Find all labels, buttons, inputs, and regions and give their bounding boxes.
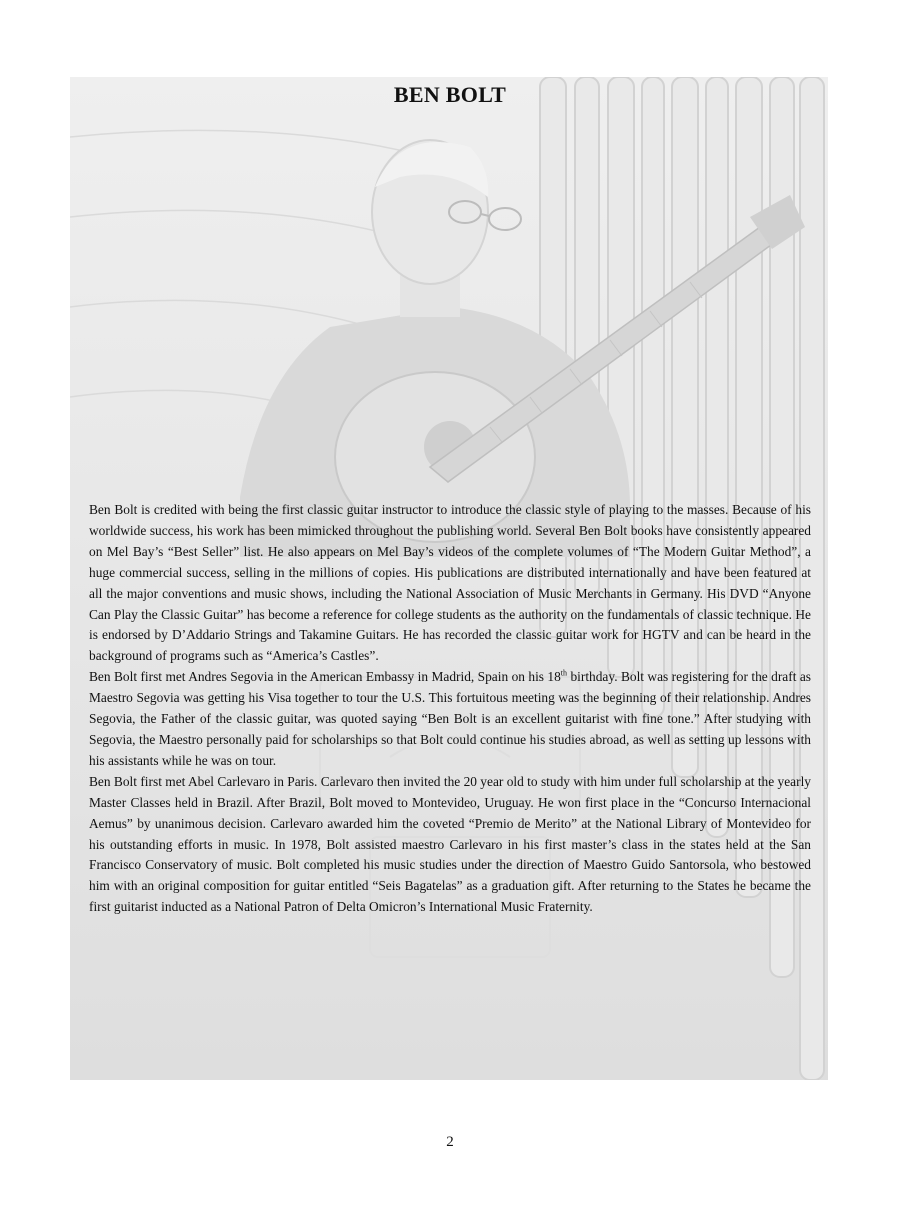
page-title: BEN BOLT <box>393 82 507 107</box>
paragraph-2 <box>89 667 811 772</box>
biography-text <box>89 500 811 918</box>
paragraph-2-start: Ben Bolt first met Andres Segovia in the American Embassy in Madrid, Spain on his 18 <box>89 669 561 685</box>
page-number: 2 <box>446 1134 454 1150</box>
paragraph-3: Ben Bolt first met Abel Carlevaro in Paris. Carlevaro then invited the 20 year old to study with him under full scholarship at the yearly Master Classes held in Brazil. After Brazil, Bolt moved to Montevideo, Uruguay. He won first place in the “Concurso Internacional Aemus” by unanimous decision. Carlevaro awarded him the coveted “Premio de Merito” at the National Library of Montevideo for his outstanding efforts in music. In 1978, Bolt assisted maestro Carlevaro in his first master’s class in the states held at the San Francisco Conservatory of music. Bolt completed his music studies under the direction of Maestro Guido Santorsola, who bestowed him with an original composition for guitar entitled “Seis Bagatelas” as a graduation gift. After returning to the States he became the first guitarist inducted as a National Patron of Delta Omicron’s International Music Fraternity. <box>89 773 811 915</box>
paragraph-1: Ben Bolt is credited with being the first classic guitar instructor to introduce the classic style of playing to the masses. Because of his worldwide success, his work has been mimicked throughout the publishing world. Several Ben Bolt books have consistently appeared on Mel Bay’s “Best Seller” list. He also appears on Mel Bay’s videos of the complete volumes of “The Modern Guitar Method”, a huge commercial success, selling in the millions of copies. His publications are distributed internationally and have been featured at all the major conventions and music shows, including the National Association of Music Merchants in Germany. His DVD “Anyone Can Play the Classic Guitar” has become a reference for college students as the authority on the fundamentals of classic technique. He is endorsed by D’Addario Strings and Takamine Guitars. He has recorded the classic guitar work for HGTV and can be heard in the background of programs such as “America’s Castles”. <box>89 502 811 664</box>
paragraph-2-end: birthday. Bolt was registering for the draft as Maestro Segovia was getting his Visa together to tour the U.S. This fortuitous meeting was the beginning of their relationship. Andres Segovia, the Father of the classic guitar, was quoted saying “Ben Bolt is an excellent guitarist with fine tone.” After studying with Segovia, the Maestro personally paid for scholarships so that Bolt could continue his studies abroad, as well as setting up lessons with his assistants while he was on tour. <box>89 669 811 768</box>
ordinal-suffix: th <box>560 668 568 678</box>
